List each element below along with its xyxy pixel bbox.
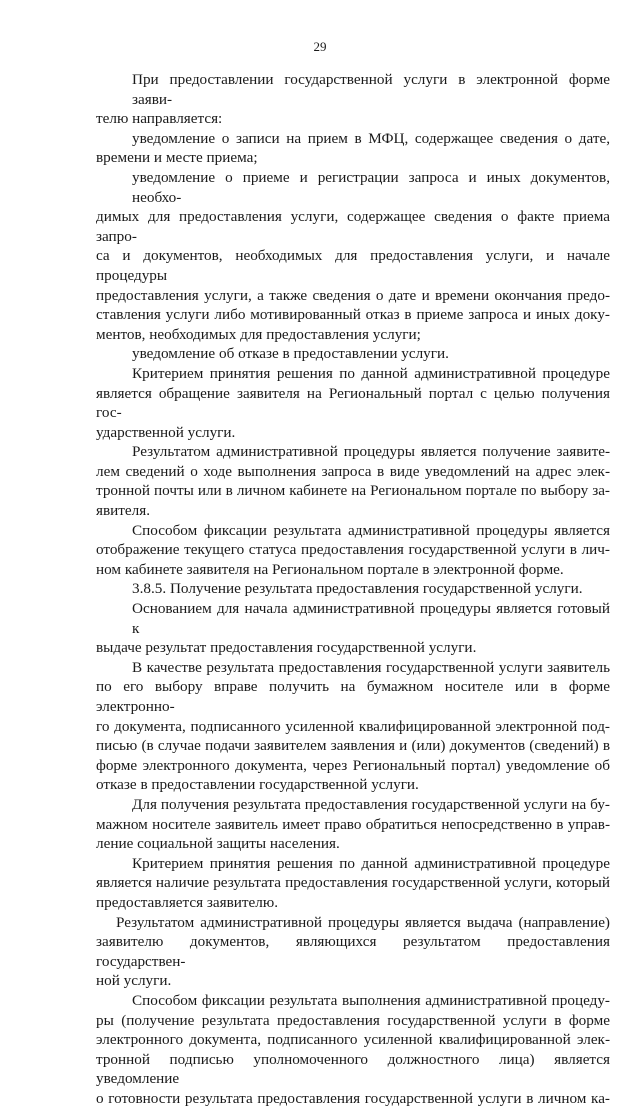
text-line: писью (в случае подачи заявителем заявления и (или) документов (сведений) в <box>96 737 610 755</box>
text-line: При предоставлении государственной услуги в электронной форме заяви- <box>132 71 610 108</box>
paragraph <box>96 658 610 795</box>
paragraph <box>96 991 610 1108</box>
paragraph <box>96 129 610 168</box>
text-line: отказе в предоставлении государственной услуги. <box>96 776 419 794</box>
paragraph <box>96 913 610 991</box>
text-line: Результатом административной процедуры является получение заявите- <box>132 443 610 461</box>
text-line: электронного документа, подписанного усиленной квалифицированной элек- <box>96 1031 610 1049</box>
text-line: ударственной услуги. <box>96 423 236 441</box>
paragraph <box>96 795 610 854</box>
text-line: Критерием принятия решения по данной административной процедуре <box>132 854 610 872</box>
text-line: Критерием принятия решения по данной административной процедуре <box>132 364 610 382</box>
text-line: лем сведений о ходе выполнения запроса в виде уведомлений на адрес элек- <box>96 462 610 480</box>
text-line: отображение текущего статуса предоставления государственной услуги в лич- <box>96 541 610 559</box>
text-line: тронной подписью уполномоченного должностного лица) является уведомление <box>96 1050 610 1088</box>
paragraph <box>96 442 610 520</box>
text-line: Способом фиксации результата административной процедуры является <box>132 521 610 539</box>
text-line: са и документов, необходимых для предоставления услуги, и начале процедуры <box>96 247 610 284</box>
text-line: ры (получение результата предоставления государственной услуги в форме <box>96 1011 610 1029</box>
text-line: уведомление об отказе в предоставлении услуги. <box>132 345 449 363</box>
text-line: тронной почты или в личном кабинете на Региональном портале по выбору за- <box>96 482 610 500</box>
text-line: го документа, подписанного усиленной квалифицированной электронной под- <box>96 717 610 735</box>
paragraph <box>96 521 610 580</box>
text-line: явителя. <box>96 502 151 520</box>
paragraph <box>96 854 610 913</box>
text-line: заявителю документов, являющихся результатом предоставления государствен- <box>96 933 610 970</box>
text-line: ном кабинете заявителя на Региональном портале в электронной форме. <box>96 560 564 578</box>
text-line: о готовности результата предоставления государственной услуги в личном ка- <box>96 1089 610 1107</box>
text-line: выдаче результат предоставления государственной услуги. <box>96 639 477 657</box>
text-line: уведомление о приеме и регистрации запроса и иных документов, необхо- <box>132 168 610 206</box>
text-line: времени и месте приема; <box>96 149 258 167</box>
text-line: Способом фиксации результата выполнения административной процеду- <box>132 991 610 1009</box>
text-line: 3.8.5. Получение результата предоставления государственной услуги. <box>132 580 583 598</box>
text-line: димых для предоставления услуги, содержащее сведения о факте приема запро- <box>96 208 610 245</box>
text-line: телю направляется: <box>96 110 223 128</box>
text-line: Результатом административной процедуры является выдача (направление) <box>116 913 610 931</box>
text-line: ление социальной защиты населения. <box>96 835 340 853</box>
paragraph <box>96 364 610 442</box>
paragraph <box>96 168 610 344</box>
text-line: предоставляется заявителю. <box>96 893 279 911</box>
text-line: уведомление о записи на прием в МФЦ, содержащее сведения о дате, <box>132 129 610 147</box>
text-line: является наличие результата предоставления государственной услуги, который <box>96 874 610 892</box>
text-line: ставления услуги либо мотивированный отказ в приеме запроса и иных доку- <box>96 306 610 324</box>
text-line: Для получения результата предоставления государственной услуги на бу- <box>132 795 610 813</box>
text-line: В качестве результата предоставления государственной услуги заявитель <box>132 658 610 676</box>
document-body <box>96 70 610 1108</box>
text-line: мажном носителе заявитель имеет право обратиться непосредственно в управ- <box>96 815 610 833</box>
text-line: ментов, необходимых для предоставления услуги; <box>96 325 421 343</box>
paragraph <box>96 344 610 364</box>
text-line: по его выбору вправе получить на бумажном носителе или в форме электронно- <box>96 678 610 715</box>
paragraph <box>96 70 610 129</box>
text-line: Основанием для начала административной процедуры является готовый к <box>132 600 610 637</box>
text-line: ной услуги. <box>96 972 172 990</box>
text-line: предоставления услуги, а также сведения о дате и времени окончания предо- <box>96 286 610 304</box>
text-line: является обращение заявителя на Региональный портал с целью получения гос- <box>96 384 610 422</box>
paragraph <box>96 599 610 658</box>
paragraph <box>96 579 610 599</box>
page-number: 29 <box>313 39 327 54</box>
text-line: форме электронного документа, через Региональный портал) уведомление об <box>96 756 610 774</box>
